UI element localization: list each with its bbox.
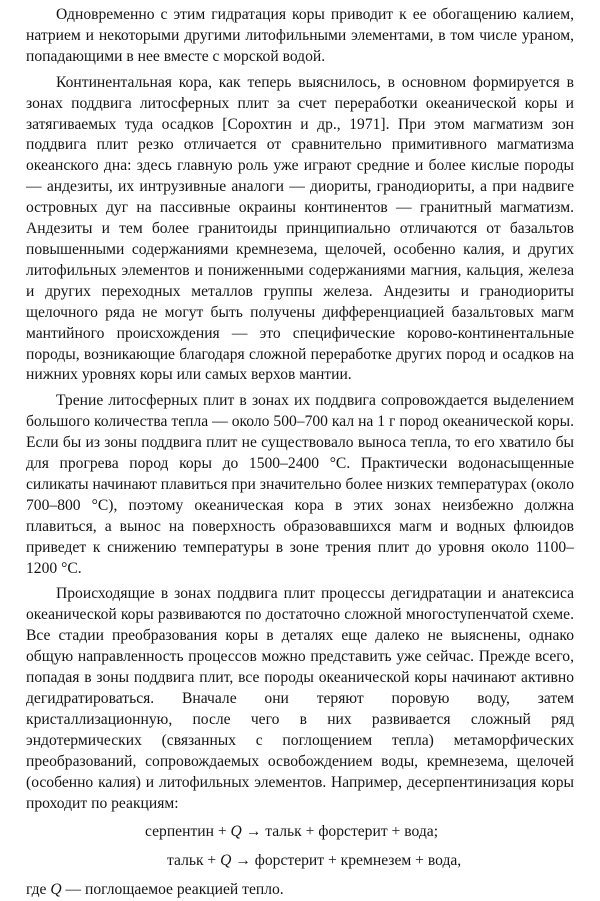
formula-note: где Q — поглощаемое реакцией тепло. bbox=[26, 881, 284, 899]
paragraph-3: Трение литосферных плит в зонах их поддвига сопровождается выделением большого количества тепла — около 500–700 кал на 1 г пород океанической коры. Если бы из зоны поддвига плит не существовало выноса тепла, то его хватило бы для прогрева пород коры до 1500–2400 °С. Практически водонасыщенные силикаты начинают плавиться при значительно более низких температурах (около 700–800 °С), поэтому океаническая кора в этих зонах неизбежно должна плавиться, а вынос на поверхность образовавшихся магм и водных флюидов приведет к снижению температуры в зоне трения плит до уровня около 1100–1200 °С. bbox=[26, 392, 574, 577]
paragraph-2: Континентальная кора, как теперь выяснилось, в основном формируется в зонах поддвига литосферных плит за счет переработки океанической коры и затягиваемых туда осадков [Сорохтин и др., 1971]. При этом магматизм зон поддвига плит резко отличается от сравнительно примитивного магматизма океанского дна: здесь главную роль уже играют средние и более кислые породы — андезиты, их интрузивные аналоги — диориты, гранодиориты, а при надвиге островных дуг на пассивные окраины континентов — гранитный магматизм. Андезиты и тем более гранитоиды принципиально отличаются от базальтов повышенными содержаниями кремнезема, щелочей, особенно калия, и других литофильных элементов и пониженными содержаниями магния, кальция, железа и других переходных металлов группы железа. Андезиты и гранодиориты щелочного ряда не могут быть получены дифференциацией базальтовых магм мантийного происхождения — это специфические корово-континентальные породы, возникающие благодаря сложной переработке других пород и осадков на нижних уровнях коры или самых верхов мантии. bbox=[26, 73, 574, 384]
paragraph-1: Одновременно с этим гидратация коры приводит к ее обогащению калием, натрием и некоторыми другими литофильными элементами, в том числе ураном, попадающими в нее вместе с морской водой. bbox=[26, 6, 574, 65]
paragraph-4: Происходящие в зонах поддвига плит процессы дегидратации и анатексиса океанической коры развиваются по достаточно сложной многоступенчатой схеме. Все стадии преобразования коры в деталях еще далеко не выяснены, однако общую направленность процессов можно представить уже сейчас. Прежде всего, попадая в зоны поддвига плит, все породы океанической коры начинают активно дегидратироваться. Вначале они теряют поровую воду, затем кристаллизационную, после чего в них развивается сложный ряд эндотермических (связанных с поглощением тепла) метаморфических преобразований, сопровождаемых освобождением воды, кремнезема, щелочей (особенно калия) и литофильных элементов. Например, десерпентинизация коры проходит по реакциям: bbox=[26, 585, 574, 812]
reaction-formula-1: серпентин + Q → тальк + форстерит + вода; bbox=[145, 823, 439, 841]
reaction-formula-2: тальк + Q → форстерит + кремнезем + вода, bbox=[167, 852, 462, 870]
heat-variable: Q bbox=[50, 881, 62, 899]
heat-variable: Q bbox=[230, 823, 242, 841]
heat-variable: Q bbox=[220, 852, 232, 870]
page bbox=[26, 5, 574, 901]
